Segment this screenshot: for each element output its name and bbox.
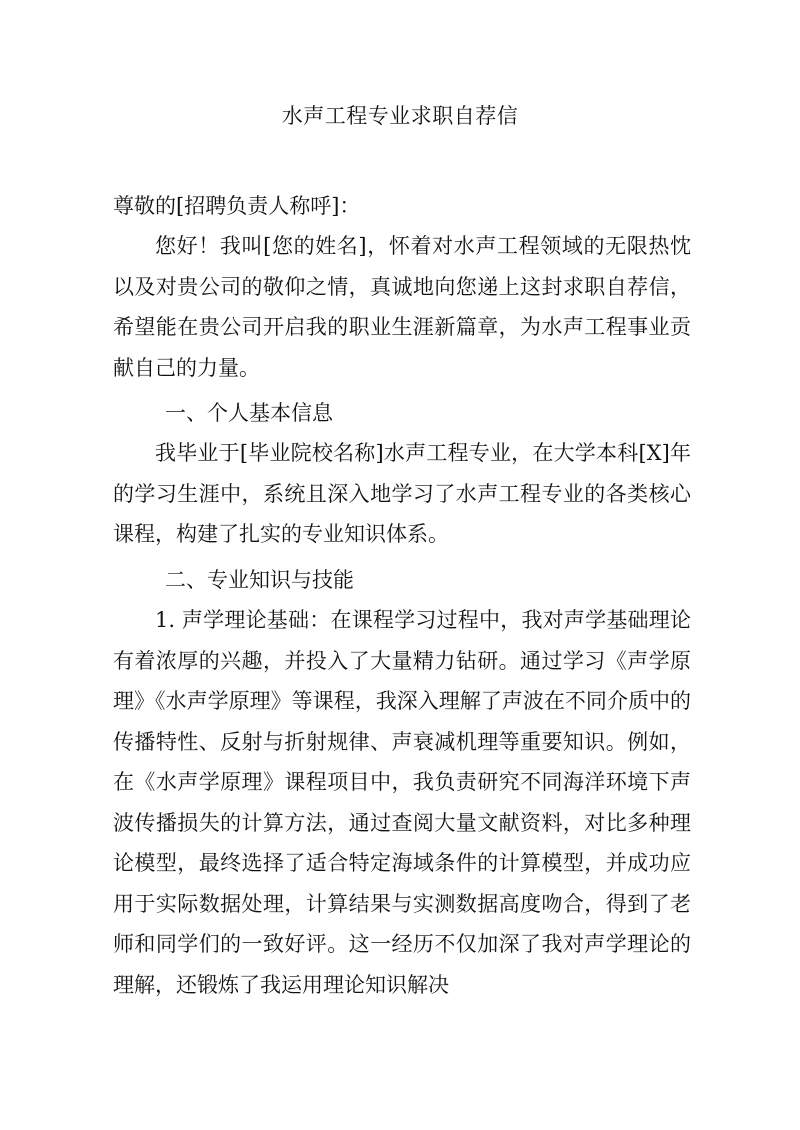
document-title: 水声工程专业求职自荐信 <box>281 104 519 128</box>
personal-info-paragraph-text: 我毕业于[毕业院校名称]水声工程专业，在大学本科[X]年的学习生涯中，系统且深入地学习了水声工程专业的各类核心课程，构建了扎实的专业知识体系。 <box>113 441 691 546</box>
section-heading-skills <box>113 560 691 601</box>
skills-paragraph-text: 1. 声学理论基础：在课程学习过程中，我对声学基础理论有着浓厚的兴趣，并投入了大量精力钻研。通过学习《声学原理》《水声学原理》等课程，我深入理解了声波在不同介质中的传播特性、反射与折射规律、声衰减机理等重要知识。例如，在《水声学原理》课程项目中，我负责研究不同海洋环境下声波传播损失的计算方法，通过查阅大量文献资料，对比多种理论模型，最终选择了适合特定海域条件的计算模型，并成功应用于实际数据处理，计算结果与实测数据高度吻合，得到了老师和同学们的一致好评。这一经历不仅加深了我对声学理论的理解，还锻炼了我运用理论知识解决 <box>113 608 691 997</box>
section-heading-skills-text: 二、专业知识与技能 <box>165 568 354 592</box>
salutation <box>113 186 691 227</box>
intro-paragraph-text: 您好！我叫[您的姓名]，怀着对水声工程领域的无限热忱以及对贵公司的敬仰之情，真诚地向您递上这封求职自荐信，希望能在贵公司开启我的职业生涯新篇章，为水声工程事业贡献自己的力量。 <box>113 234 691 380</box>
intro-paragraph <box>113 226 691 388</box>
section-heading-personal-info <box>113 393 691 434</box>
section-heading-personal-info-text: 一、个人基本信息 <box>165 401 333 425</box>
personal-info-paragraph <box>113 433 691 555</box>
salutation-text: 尊敬的[招聘负责人称呼]： <box>113 194 361 218</box>
skills-paragraph <box>113 600 691 1005</box>
